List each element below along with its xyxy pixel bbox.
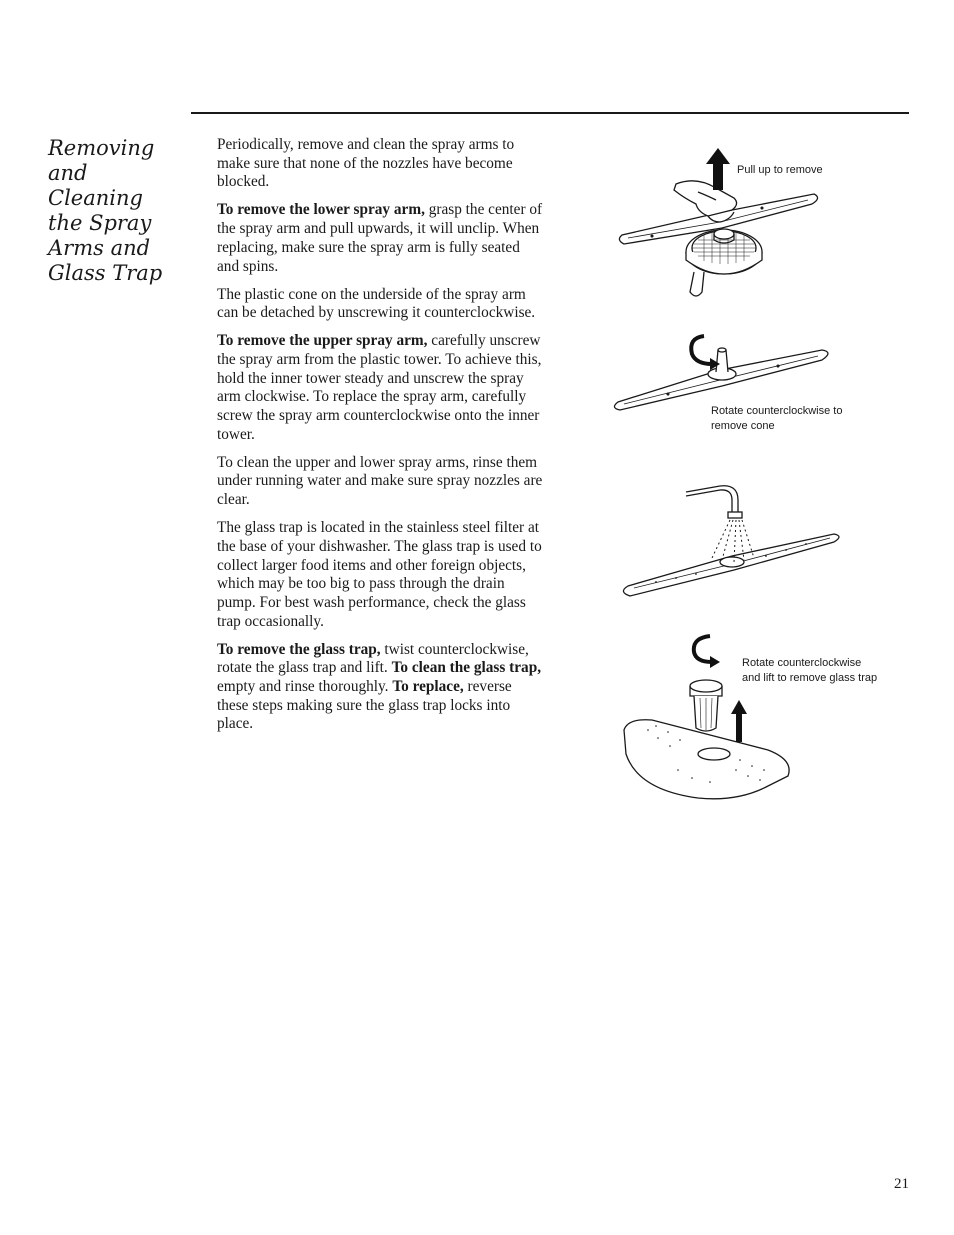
title-line: Glass Trap bbox=[48, 261, 163, 285]
caption-rotate-trap: Rotate counterclockwise and lift to remove glass trap bbox=[742, 657, 878, 684]
lead-upper-arm: To remove the upper spray arm, bbox=[217, 332, 428, 350]
paragraph-upper-arm: To remove the upper spray arm, carefully unscrew the spray arm from the plastic tower. To achieve this, hold the inner tower steady and unscrew the spray arm clockwise. To replace the spray arm, carefully screw the spray arm counterclockwise onto the inner tower. bbox=[217, 332, 542, 443]
paragraph-glass-trap: The glass trap is located in the stainless steel filter at the base of your dishwasher. The glass trap is used to collect larger food items and other foreign objects, which may be too big to pass through the drain pump. For best wash performance, check the glass trap occasionally. bbox=[217, 519, 542, 630]
paragraph-lower-arm: To remove the lower spray arm, grasp the center of the spray arm and pull upwards, it will unclip. When replacing, make sure the spray arm is fully seated and spins. bbox=[217, 201, 543, 275]
title-line: the Spray bbox=[48, 211, 152, 235]
section-title bbox=[48, 136, 188, 286]
caption-pull-up: Pull up to remove bbox=[737, 164, 823, 176]
title-line: Arms and bbox=[48, 236, 151, 260]
paragraph-clean-arms: To clean the upper and lower spray arms, rinse them under running water and make sure spray nozzles are clear. bbox=[217, 453, 543, 509]
paragraph-cone: The plastic cone on the underside of the spray arm can be detached by unscrewing it counterclockwise. bbox=[217, 285, 536, 322]
title-line: and Cleaning bbox=[48, 161, 143, 210]
lead-clean-trap: To clean the glass trap, bbox=[391, 659, 542, 677]
rinse-spray-arm-illustration bbox=[616, 478, 846, 604]
caption-rotate-cone: Rotate counterclockwise to remove cone bbox=[711, 405, 843, 432]
page-number: 21 bbox=[894, 1176, 909, 1192]
lead-lower-arm: To remove the lower spray arm, bbox=[217, 201, 425, 219]
paragraph-remove-trap: To remove the glass trap, twist counterclockwise, rotate the glass trap and lift. To clean the glass trap, empty and rinse thoroughly. To replace, reverse these steps making sure the glass trap locks into place. bbox=[217, 640, 542, 733]
title-line: Removing bbox=[48, 136, 155, 160]
body-text bbox=[217, 136, 545, 743]
top-rule bbox=[191, 112, 909, 114]
paragraph-intro: Periodically, remove and clean the spray arms to make sure that none of the nozzles have become blocked. bbox=[217, 136, 515, 191]
lead-replace: To replace, bbox=[392, 678, 464, 696]
lead-remove-trap: To remove the glass trap, bbox=[217, 640, 381, 658]
